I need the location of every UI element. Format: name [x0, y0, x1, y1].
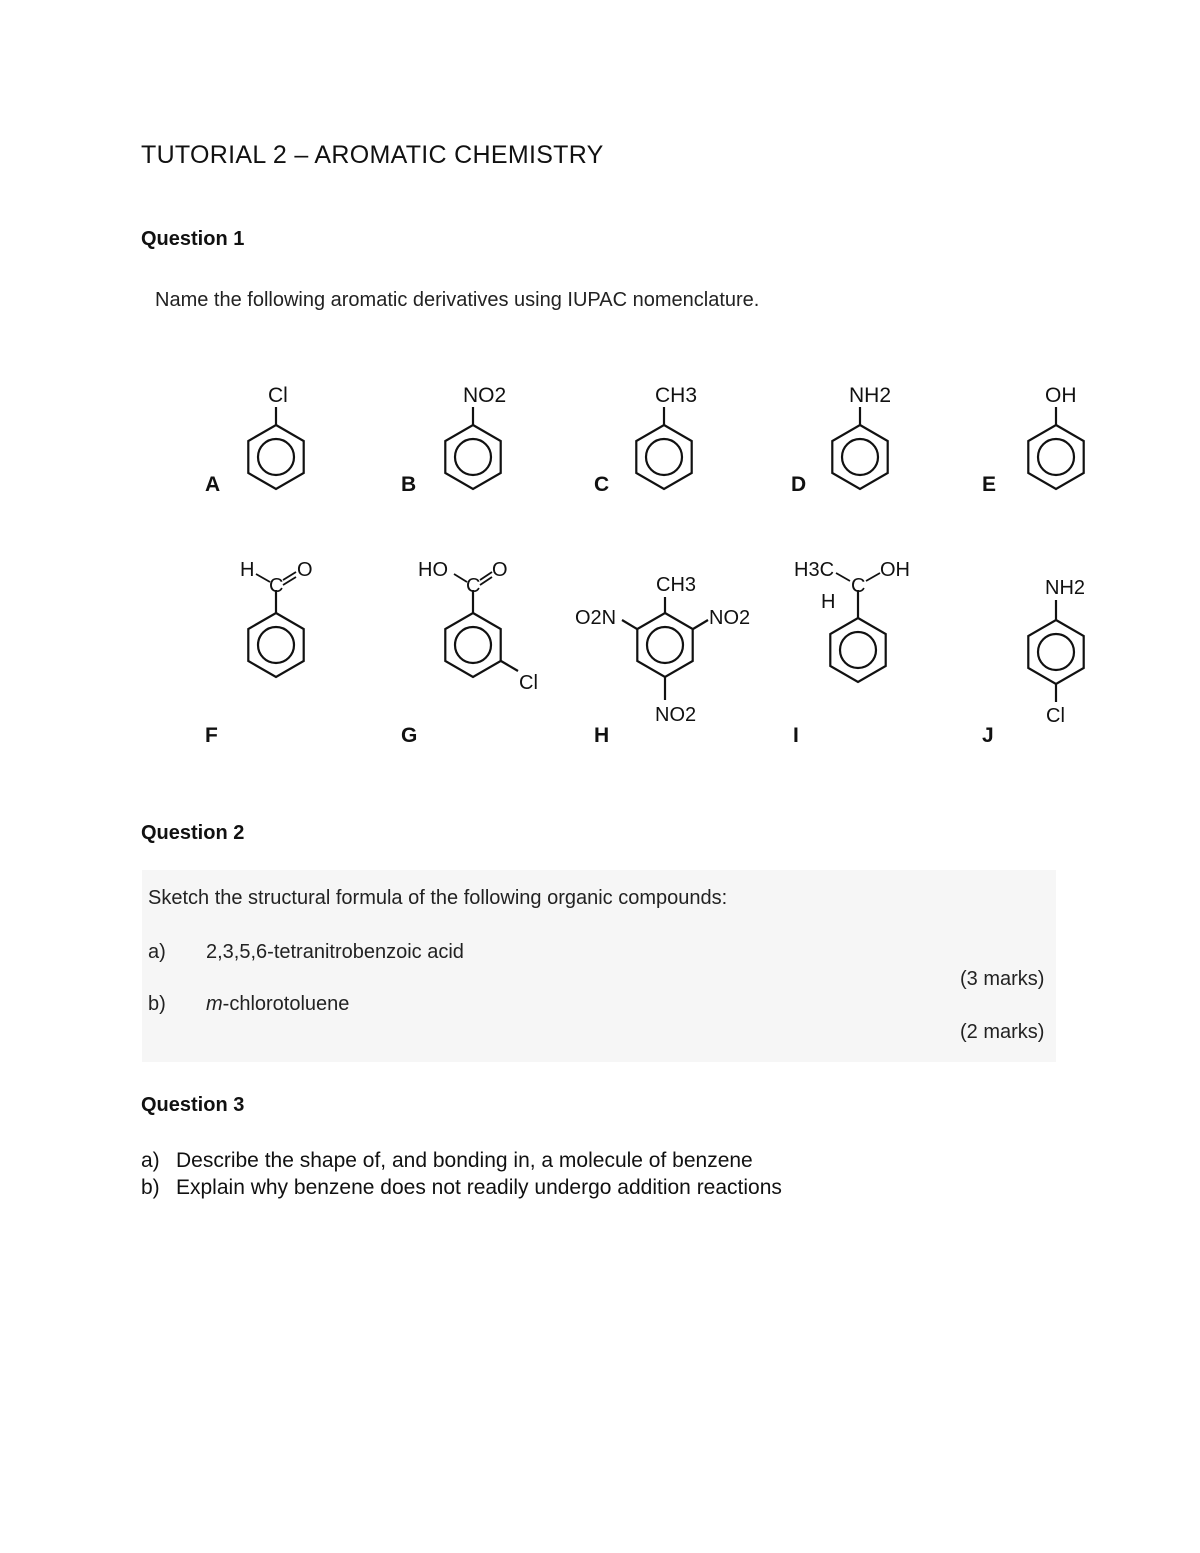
- compound-i-c: C: [851, 575, 866, 597]
- compound-g-ho: HO: [418, 559, 448, 581]
- question-2b-marks: (2 marks): [960, 1021, 1045, 1043]
- compound-e-label: E: [982, 473, 997, 496]
- compound-c-structure: [594, 384, 697, 496]
- compound-h-o2n: O2N: [575, 607, 617, 629]
- compound-g-label: G: [401, 724, 418, 747]
- question-2b-prefix: m: [206, 993, 223, 1015]
- question-3a-text: Describe the shape of, and bonding in, a molecule of benzene: [176, 1149, 753, 1172]
- compound-d-label: D: [791, 473, 807, 496]
- compound-f-label: F: [205, 724, 218, 747]
- compound-i-structure: [793, 559, 910, 747]
- compound-i-h3c: H3C: [794, 559, 835, 581]
- question-2b-text: [206, 993, 349, 1016]
- question-2-heading: Question 2: [141, 822, 245, 844]
- question-2a-label: a): [148, 941, 166, 963]
- question-3b-text: Explain why benzene does not readily undergo addition reactions: [176, 1176, 782, 1199]
- compound-h-ch3: CH3: [656, 574, 697, 596]
- compound-b-structure: [401, 384, 506, 496]
- question-1-heading: Question 1: [141, 228, 245, 250]
- question-2b-name: -chlorotoluene: [222, 993, 350, 1015]
- compound-h-label: H: [594, 724, 610, 747]
- compound-c-label: C: [594, 473, 610, 496]
- compound-g-structure: [401, 559, 538, 747]
- question-3b-label: b): [141, 1176, 160, 1199]
- compound-a-substituent: Cl: [268, 384, 288, 407]
- compound-f-c: C: [269, 575, 284, 597]
- compound-j-structure: [982, 577, 1085, 747]
- compound-a-structure: [205, 384, 304, 496]
- compound-j-nh2: NH2: [1045, 577, 1086, 599]
- compound-d-substituent: NH2: [849, 384, 892, 407]
- nitro-n: NO2: [463, 384, 507, 407]
- compound-h-structure: [575, 574, 750, 747]
- page-title: TUTORIAL 2 – AROMATIC CHEMISTRY: [141, 141, 604, 169]
- compound-i-label: I: [793, 724, 799, 747]
- compound-f-o: O: [297, 559, 313, 581]
- compound-d-structure: [791, 384, 891, 496]
- compound-j-label: J: [982, 724, 994, 747]
- compound-g-c: C: [466, 575, 481, 597]
- question-3b: [141, 1176, 782, 1200]
- compound-f-h: H: [240, 559, 255, 581]
- compound-e-substituent: OH: [1045, 384, 1077, 407]
- question-2b-label: b): [148, 993, 166, 1015]
- compound-b-label: B: [401, 473, 417, 496]
- compound-i-h: H: [821, 591, 836, 613]
- compound-g-o: O: [492, 559, 508, 581]
- question-2a-text: 2,3,5,6-tetranitrobenzoic acid: [206, 941, 464, 963]
- compound-b-substituent: [463, 384, 506, 407]
- question-3a: [141, 1149, 753, 1173]
- question-3a-label: a): [141, 1149, 160, 1172]
- question-1-instruction: Name the following aromatic derivatives using IUPAC nomenclature.: [155, 289, 760, 311]
- aromatic-structures-figure: [0, 360, 1200, 780]
- question-2a-marks: (3 marks): [960, 968, 1045, 990]
- compound-e-structure: [982, 384, 1084, 496]
- compound-h-no2-bottom: NO2: [655, 704, 697, 726]
- compound-c-substituent: CH3: [655, 384, 698, 407]
- question-3-heading: Question 3: [141, 1094, 245, 1116]
- compound-h-no2-right: NO2: [709, 607, 751, 629]
- compound-i-oh: OH: [880, 559, 910, 581]
- compound-a-label: A: [205, 473, 221, 496]
- compound-f-structure: [205, 559, 313, 747]
- compound-j-cl: Cl: [1046, 705, 1065, 727]
- question-2-instruction: Sketch the structural formula of the following organic compounds:: [148, 887, 728, 909]
- compound-g-cl: Cl: [519, 672, 538, 694]
